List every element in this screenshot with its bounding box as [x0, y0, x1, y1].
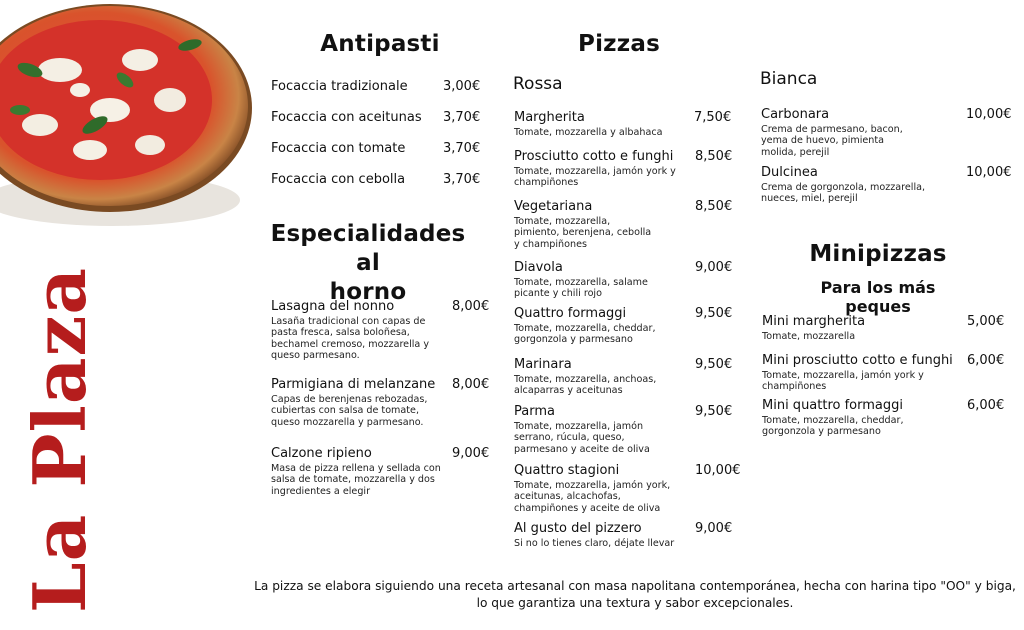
footer-line-2: lo que garantiza una textura y sabor excepcionales. [476, 596, 794, 610]
item-description: Tomate, mozzarella, pimiento, berenjena, cebolla y champiñones [514, 216, 652, 250]
item-price: 9,50€ [695, 404, 733, 419]
item-price: 9,50€ [695, 357, 733, 372]
item-price: 3,00€ [443, 79, 481, 94]
list-item [514, 306, 744, 346]
item-name: Mini margherita [762, 314, 866, 329]
item-price: 8,00€ [452, 377, 490, 392]
pizzas-title: Pizzas [578, 31, 660, 57]
list-item [762, 314, 1017, 342]
item-name: Focaccia tradizionale [271, 79, 408, 94]
item-description: Crema de parmesano, bacon, yema de huevo, pimienta molida, perejil [761, 124, 903, 158]
item-name: Prosciutto cotto e funghi [514, 149, 674, 164]
list-item [514, 463, 744, 514]
item-description: Tomate, mozzarella, salame picante y chili rojo [514, 277, 648, 300]
item-description: Masa de pizza rellena y sellada con salsa de tomate, mozzarella y dos ingredientes a elegir [271, 463, 441, 497]
antipasti-title: Antipasti [320, 31, 440, 57]
item-name: Margherita [514, 110, 585, 125]
item-description: Tomate, mozzarella, jamón york y champiñones [514, 166, 676, 189]
item-description: Crema de gorgonzola, mozzarella, nueces, miel, perejil [761, 182, 926, 205]
item-price: 6,00€ [967, 398, 1005, 413]
item-price: 8,50€ [695, 149, 733, 164]
item-price: 9,00€ [695, 260, 733, 275]
item-description: Lasaña tradicional con capas de pasta fresca, salsa boloñesa, bechamel cremoso, mozzarella y queso parmesano. [271, 316, 430, 362]
item-description: Tomate, mozzarella y albahaca [514, 127, 663, 138]
list-item [271, 377, 496, 428]
list-item [761, 165, 1016, 205]
item-price: 10,00€ [966, 107, 1012, 122]
item-name: Vegetariana [514, 199, 593, 214]
item-name: Parmigiana di melanzane [271, 377, 436, 392]
list-item [271, 110, 486, 125]
list-item [514, 260, 744, 300]
especialidades-title-line1: Especialidades al [270, 221, 466, 276]
item-price: 8,50€ [695, 199, 733, 214]
item-description: Tomate, mozzarella, jamón york y champiñones [762, 370, 924, 393]
list-item [514, 199, 744, 250]
item-name: Diavola [514, 260, 563, 275]
item-price: 3,70€ [443, 110, 481, 125]
list-item [514, 149, 744, 189]
item-name: Marinara [514, 357, 572, 372]
minipizzas-subtitle: Para los más peques [820, 278, 936, 316]
item-name: Quattro formaggi [514, 306, 627, 321]
item-description: Capas de berenjenas rebozadas, cubiertas con salsa de tomate, queso mozzarella y parmesano. [271, 394, 428, 428]
list-item [762, 398, 1017, 438]
item-price: 9,50€ [695, 306, 733, 321]
item-price: 9,00€ [695, 521, 733, 536]
list-item [271, 141, 486, 156]
item-name: Parma [514, 404, 555, 419]
item-price: 10,00€ [695, 463, 741, 478]
list-item [271, 172, 486, 187]
item-name: Al gusto del pizzero [514, 521, 642, 536]
item-price: 8,00€ [452, 299, 490, 314]
item-name: Quattro stagioni [514, 463, 620, 478]
list-item [514, 521, 744, 549]
item-name: Mini quattro formaggi [762, 398, 904, 413]
item-name: Carbonara [761, 107, 830, 122]
item-price: 3,70€ [443, 172, 481, 187]
item-name: Lasagna del nonno [271, 299, 395, 314]
item-description: Tomate, mozzarella [762, 331, 856, 342]
item-price: 9,00€ [452, 446, 490, 461]
list-item [761, 107, 1016, 158]
list-item [271, 299, 496, 362]
list-item [514, 404, 744, 455]
item-description: Tomate, mozzarella, jamón york, aceitunas, alcachofas, champiñones y aceite de oliva [514, 480, 671, 514]
item-price: 7,50€ [694, 110, 732, 125]
especialidades-title [262, 220, 474, 307]
bianca-title: Bianca [760, 69, 818, 89]
item-price: 6,00€ [967, 353, 1005, 368]
item-name: Focaccia con cebolla [271, 172, 406, 187]
list-item [271, 446, 496, 497]
item-name: Focaccia con tomate [271, 141, 406, 156]
list-item [514, 110, 744, 138]
item-description: Tomate, mozzarella, cheddar, gorgonzola y parmesano [762, 415, 904, 438]
footer-line-1: La pizza se elabora siguiendo una receta artesanal con masa napolitana contemporánea, hecha con harina tipo "OO" y biga, [254, 579, 1016, 593]
item-price: 3,70€ [443, 141, 481, 156]
item-name: Dulcinea [761, 165, 818, 180]
brand-title: La Plaza [17, 266, 102, 614]
item-description: Si no lo tienes claro, déjate llevar [514, 538, 675, 549]
list-item [271, 79, 486, 94]
item-description: Tomate, mozzarella, anchoas, alcaparras y aceitunas [514, 374, 657, 397]
item-name: Mini prosciutto cotto e funghi [762, 353, 953, 368]
footer-note [250, 578, 1020, 612]
pizza-image [0, 0, 256, 232]
item-description: Tomate, mozzarella, cheddar, gorgonzola y parmesano [514, 323, 656, 346]
item-price: 10,00€ [966, 165, 1012, 180]
minipizzas-title: Minipizzas [809, 241, 947, 267]
item-name: Focaccia con aceitunas [271, 110, 422, 125]
rossa-title: Rossa [513, 74, 563, 94]
item-name: Calzone ripieno [271, 446, 372, 461]
especialidades-title-line2: horno [329, 279, 407, 305]
list-item [762, 353, 1017, 393]
item-description: Tomate, mozzarella, jamón serrano, rúcula, queso, parmesano y aceite de oliva [514, 421, 650, 455]
list-item [514, 357, 744, 397]
item-price: 5,00€ [967, 314, 1005, 329]
